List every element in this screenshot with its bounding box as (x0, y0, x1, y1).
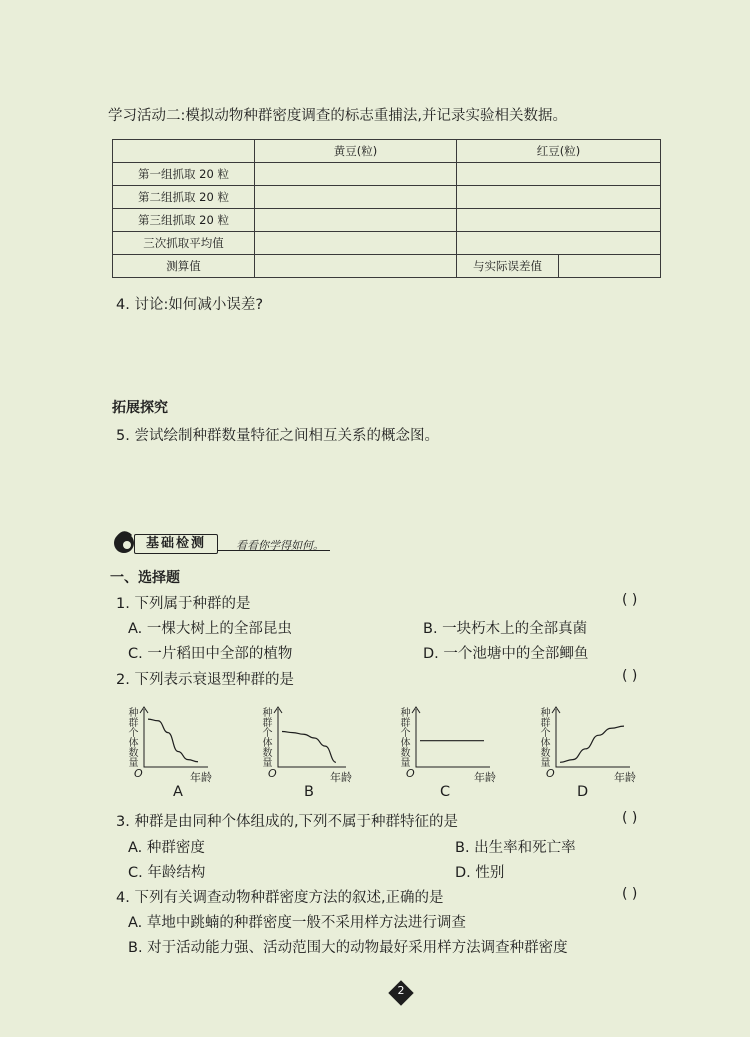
graph-letter-d: D (577, 784, 589, 800)
table-row (113, 255, 661, 278)
cell (457, 232, 661, 255)
q3-stem: 3. 种群是由同种个体组成的,下列不属于种群特征的是 (116, 814, 459, 830)
banner-subtitle: 看看你学得如何。 (236, 539, 324, 552)
q4-option-a: A. 草地中跳蝻的种群密度一般不采用样方法进行调查 (128, 915, 466, 931)
q3-option-a: A. 种群密度 (128, 840, 205, 856)
q3-answer-paren: ( ) (622, 810, 638, 826)
x-axis-label: 年龄 (474, 771, 496, 784)
origin-label: O (406, 767, 415, 780)
y-axis-label: 种群个体数量 (126, 707, 137, 767)
cell (255, 163, 457, 186)
axis-lines (556, 709, 630, 767)
table-row (113, 209, 661, 232)
origin-label: O (134, 767, 143, 780)
x-axis-label: 年龄 (330, 771, 352, 784)
y-axis-label: 种群个体数量 (260, 707, 271, 767)
experiment-table (112, 139, 661, 278)
graph-b-curve (282, 732, 336, 763)
graph-letter-b: B (304, 784, 314, 800)
col-soy-header: 黄豆(粒) (255, 140, 457, 163)
graph-letter-a: A (173, 784, 183, 800)
table-row (113, 232, 661, 255)
table-row (113, 186, 661, 209)
q3-option-b: B. 出生率和死亡率 (455, 840, 576, 856)
row-label: 第二组抓取 20 粒 (113, 186, 255, 209)
table-corner (113, 140, 255, 163)
q1-answer-paren: ( ) (622, 592, 638, 608)
banner-emblem-icon (112, 527, 136, 557)
cell (255, 209, 457, 232)
extension-title: 拓展探究 (112, 400, 168, 416)
y-axis-label: 种群个体数量 (398, 707, 409, 767)
cell (559, 255, 661, 278)
banner-label: 基础检测 (134, 534, 218, 554)
x-axis-label: 年龄 (190, 771, 212, 784)
q3-option-c: C. 年龄结构 (128, 865, 206, 881)
col-red-header: 红豆(粒) (457, 140, 661, 163)
q1-option-b: B. 一块朽木上的全部真菌 (423, 621, 588, 637)
q1-option-a: A. 一棵大树上的全部昆虫 (128, 621, 292, 637)
x-axis-label: 年龄 (614, 771, 636, 784)
graph-letter-c: C (440, 784, 451, 800)
cell (255, 232, 457, 255)
activity2-q4: 4. 讨论:如何减小误差? (116, 297, 264, 313)
origin-label: O (546, 767, 555, 780)
q4-option-b: B. 对于活动能力强、活动范围大的动物最好采用样方法调查种群密度 (128, 940, 568, 956)
cell (457, 163, 661, 186)
cell (457, 186, 661, 209)
row-label: 第三组抓取 20 粒 (113, 209, 255, 232)
q2-stem: 2. 下列表示衰退型种群的是 (116, 672, 294, 688)
axis-lines (144, 709, 208, 767)
q4-answer-paren: ( ) (622, 886, 638, 902)
graph-c (400, 705, 500, 785)
q3-option-d: D. 性别 (455, 865, 505, 881)
q4-stem: 4. 下列有关调查动物种群密度方法的叙述,正确的是 (116, 890, 444, 906)
table-row (113, 163, 661, 186)
error-label: 与实际误差值 (457, 255, 559, 278)
q1-option-d: D. 一个池塘中的全部鲫鱼 (423, 646, 589, 662)
q2-answer-paren: ( ) (622, 668, 638, 684)
cell (255, 255, 457, 278)
q1-option-c: C. 一片稻田中全部的植物 (128, 646, 293, 662)
axis-lines (416, 709, 490, 767)
graph-a (128, 705, 214, 785)
graph-d-curve (560, 726, 624, 762)
graph-d (540, 705, 640, 785)
row-label: 第一组抓取 20 粒 (113, 163, 255, 186)
q1-stem: 1. 下列属于种群的是 (116, 596, 251, 612)
extension-q5: 5. 尝试绘制种群数量特征之间相互关系的概念图。 (116, 428, 439, 444)
cell (255, 186, 457, 209)
page-number: 2 (388, 980, 414, 1006)
y-axis-label: 种群个体数量 (538, 707, 549, 767)
graph-b (262, 705, 352, 785)
graph-a-curve (148, 719, 198, 762)
row-label: 测算值 (113, 255, 255, 278)
row-label: 三次抓取平均值 (113, 232, 255, 255)
section1-title: 一、选择题 (110, 570, 180, 586)
activity2-title: 学习活动二:模拟动物种群密度调查的标志重捕法,并记录实验相关数据。 (108, 108, 567, 124)
cell (457, 209, 661, 232)
origin-label: O (268, 767, 277, 780)
